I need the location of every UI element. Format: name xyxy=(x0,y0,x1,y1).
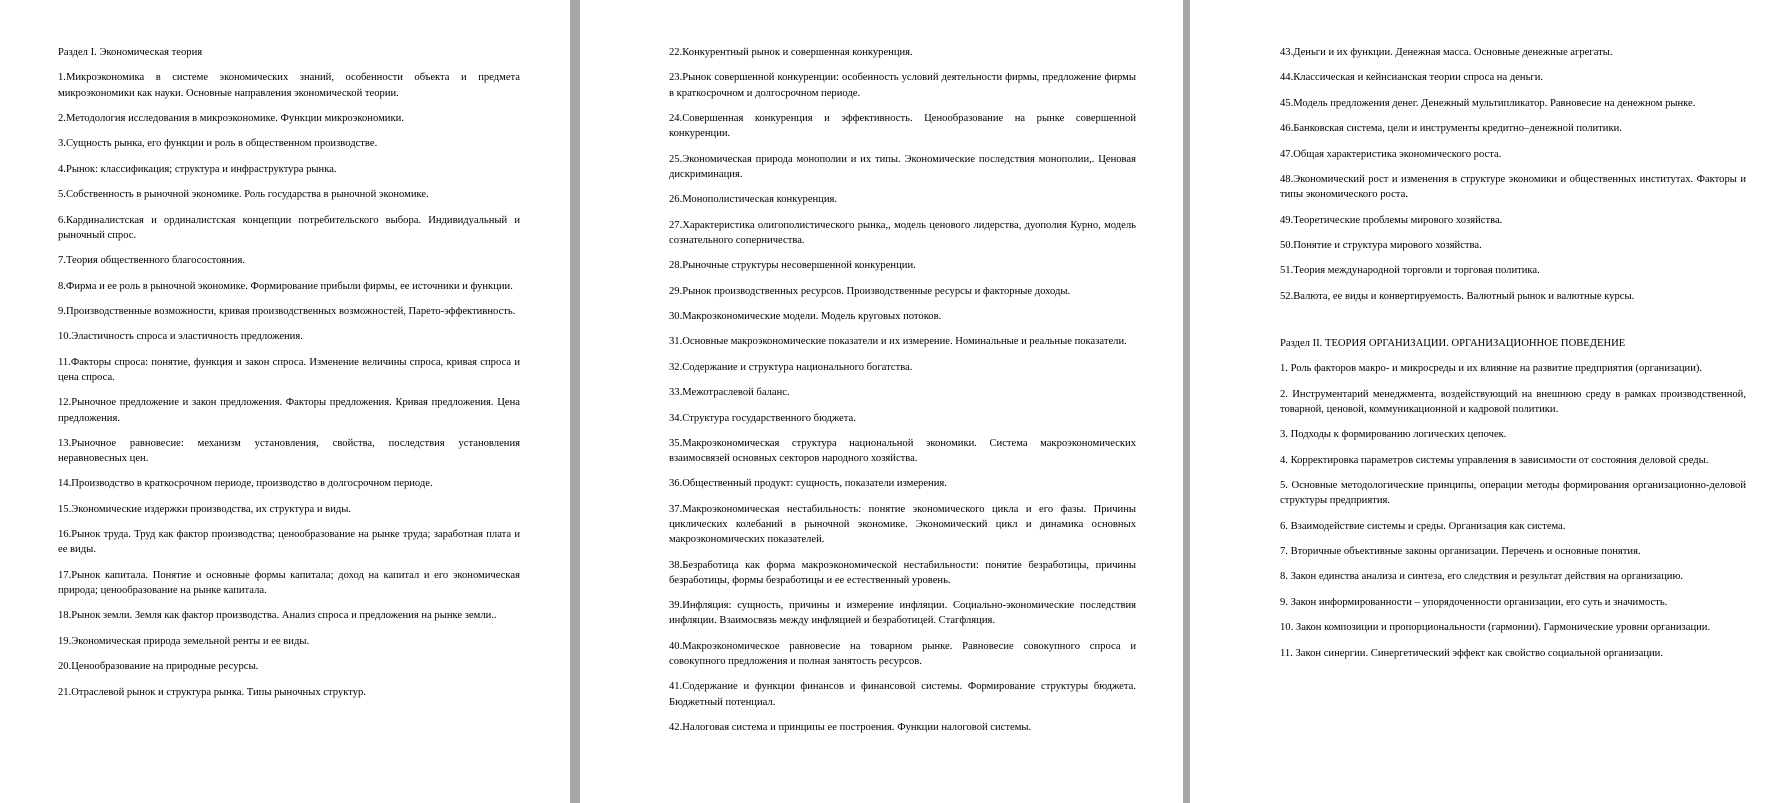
list-item: 46.Банковская система, цели и инструменты кредитно–денежной политики. xyxy=(1280,123,1622,135)
list-item: 35.Макроэкономическая структура национальной экономики. Система макроэкономических взаимосвязей основных секторов народного хозяйства. xyxy=(669,437,1136,465)
list-item: 42.Налоговая система и принципы ее построения. Функции налоговой системы. xyxy=(669,722,1032,734)
section-heading-1: Раздел I. Экономическая теория xyxy=(58,47,203,58)
list-item: 41.Содержание и функции финансов и финансовой системы. Формирование структуры бюджета. Бюджетный потенциал. xyxy=(669,681,1136,708)
list-item: 4. Корректировка параметров системы управления в зависимости от состояния деловой среды. xyxy=(1280,454,1709,466)
list-item: 3.Сущность рынка, его функции и роль в общественном производстве. xyxy=(58,138,378,150)
list-item: 5. Основные методологические принципы, операции методы формирования организационно-деловой структуры предприятия. xyxy=(1280,480,1746,507)
list-item: 19.Экономическая природа земельной ренты и ее виды. xyxy=(58,635,310,647)
list-item: 11. Закон синергии. Синергетический эффект как свойство социальной организации. xyxy=(1280,647,1663,659)
list-item: 39.Инфляция: сущность, причины и измерение инфляции. Социально-экономические последствия инфляции. Взаимосвязь между инфляцией и безработицей. Стагфляция. xyxy=(669,600,1136,627)
list-item: 29.Рынок производственных ресурсов. Производственные ресурсы и факторные доходы. xyxy=(669,285,1071,297)
list-item: 3. Подходы к формированию логических цепочек. xyxy=(1280,429,1507,441)
list-item: 8.Фирма и ее роль в рыночной экономике. Формирование прибыли фирмы, ее источники и функции. xyxy=(58,280,513,292)
list-item: 48.Экономический рост и изменения в структуре экономики и общественных институтах. Факторы и типы экономического роста. xyxy=(1280,173,1746,201)
list-item: 13.Рыночное равновесие: механизм установления, свойства, последствия установления неравновесных цен. xyxy=(58,437,520,465)
list-item: 34.Структура государственного бюджета. xyxy=(669,412,856,424)
section-heading-2: Раздел II. ТЕОРИЯ ОРГАНИЗАЦИИ. ОРГАНИЗАЦИОННОЕ ПОВЕДЕНИЕ xyxy=(1280,337,1626,349)
list-item: 20.Ценообразование на природные ресурсы. xyxy=(58,661,259,673)
list-item: 7. Вторичные объективные законы организации. Перечень и основные понятия. xyxy=(1280,546,1641,558)
list-item: 10. Закон композиции и пропорциональности (гармонии). Гармонические уровни организации. xyxy=(1280,622,1711,634)
list-item: 1.Микроэкономика в системе экономических знаний, особенности объекта и предмета микроэкономики как науки. Основные направления экономической теории. xyxy=(58,72,520,99)
list-item: 38.Безработица как форма макроэкономической нестабильности: понятие безработицы, причины безработицы, формы безработицы и ее естественный уровень. xyxy=(669,559,1136,586)
list-item: 33.Межотраслевой баланс. xyxy=(669,387,790,399)
list-item: 8. Закон единства анализа и синтеза, его следствия и результат действия на организацию. xyxy=(1280,571,1684,583)
list-item: 27.Характеристика олигополистического рынка,, модель ценового лидерства, дуополия Курно, модель сознательного соперничества. xyxy=(669,219,1136,246)
list-item: 24.Совершенная конкуренция и эффективность. Ценообразование на рынке совершенной конкуренции. xyxy=(669,112,1136,140)
list-item: 50.Понятие и структура мирового хозяйства. xyxy=(1280,239,1482,251)
list-item: 15.Экономические издержки производства, их структура и виды. xyxy=(58,503,352,515)
list-item: 18.Рынок земли. Земля как фактор производства. Анализ спроса и предложения на рынке земли.. xyxy=(58,610,497,622)
list-item: 21.Отраслевой рынок и структура рынка. Типы рыночных структур. xyxy=(58,686,366,698)
list-item: 37.Макроэкономическая нестабильность: понятие экономического цикла и его фазы. Причины циклических колебаний в рыночной экономике. Экономический цикл и динамика основных макроэкономических показателей. xyxy=(669,503,1136,546)
list-item: 28.Рыночные структуры несовершенной конкуренции. xyxy=(669,260,916,272)
document-page-3[interactable] xyxy=(1190,0,1779,803)
list-item: 26.Монополистическая конкуренция. xyxy=(669,194,838,206)
list-item: 23.Рынок совершенной конкуренции: особенность условий деятельности фирмы, предложение фирмы в краткосрочном и долгосрочном периоде. xyxy=(669,72,1136,99)
document-page-2[interactable] xyxy=(580,0,1183,803)
list-item: 30.Макроэкономические модели. Модель круговых потоков. xyxy=(669,310,942,322)
list-item: 10.Эластичность спроса и эластичность предложения. xyxy=(58,331,303,343)
list-item: 36.Общественный продукт: сущность, показатели измерения. xyxy=(669,478,947,490)
list-item: 49.Теоретические проблемы мирового хозяйства. xyxy=(1280,214,1503,226)
list-item: 31.Основные макроэкономические показатели и их измерение. Номинальные и реальные показатели. xyxy=(669,336,1127,348)
document-page-1[interactable] xyxy=(0,0,570,803)
list-item: 1. Роль факторов макро- и микросреды и их влияние на развитие предприятия (организации). xyxy=(1280,363,1703,375)
list-item: 47.Общая характеристика экономического роста. xyxy=(1280,148,1502,160)
list-item: 25.Экономическая природа монополии и их типы. Экономические последствия монополии,. Ценовая дискриминация. xyxy=(669,153,1136,180)
list-item: 43.Деньги и их функции. Денежная масса. Основные денежные агрегаты. xyxy=(1280,47,1613,58)
list-item: 4.Рынок: классификация; структура и инфраструктура рынка. xyxy=(58,163,337,175)
list-item: 45.Модель предложения денег. Денежный мультипликатор. Равновесие на денежном рынке. xyxy=(1280,97,1696,109)
list-item: 40.Макроэкономическое равновесие на товарном рынке. Равновесие совокупного спроса и совокупного предложения и полная занятость ресурсов. xyxy=(669,640,1136,668)
list-item: 9. Закон информированности – упорядоченности организации, его суть и значимость. xyxy=(1280,596,1668,608)
list-item: 16.Рынок труда. Труд как фактор производства; ценообразование на рынке труда; заработная плата и ее виды. xyxy=(58,529,520,556)
list-item: 22.Конкурентный рынок и совершенная конкуренция. xyxy=(669,47,913,58)
list-item: 2. Инструментарий менеджмента, воздействующий на внешнюю среду в рамках производственной, товарной, ценовой, коммуникационной и кадровой политики. xyxy=(1280,388,1746,415)
list-item: 2.Методология исследования в микроэкономике. Функции микроэкономики. xyxy=(58,112,404,124)
list-item: 6.Кардиналистская и ординалистская концепции потребительского выбора. Индивидуальный и рыночный спрос. xyxy=(58,214,520,241)
list-item: 9.Производственные возможности, кривая производственных возможностей, Парето-эффективность. xyxy=(58,305,516,317)
list-item: 52.Валюта, ее виды и конвертируемость. Валютный рынок и валютные курсы. xyxy=(1280,290,1635,302)
list-item: 12.Рыночное предложение и закон предложения. Факторы предложения. Кривая предложения. Цена предложения. xyxy=(58,397,520,424)
list-item: 32.Содержание и структура национального богатства. xyxy=(669,361,913,373)
list-item: 11.Факторы спроса: понятие, функция и закон спроса. Изменение величины спроса, кривая спроса и цена спроса. xyxy=(58,356,520,383)
list-item: 51.Теория международной торговли и торговая политика. xyxy=(1280,265,1540,277)
list-item: 17.Рынок капитала. Понятие и основные формы капитала; доход на капитал и его экономическая природа; ценообразование на рынке капитала. xyxy=(58,569,520,597)
list-item: 6. Взаимодействие системы и среды. Организация как система. xyxy=(1280,520,1566,532)
list-item: 44.Классическая и кейнсианская теории спроса на деньги. xyxy=(1280,72,1544,84)
list-item: 7.Теория общественного благосостояния. xyxy=(58,255,245,267)
list-item: 5.Собственность в рыночной экономике. Роль государства в рыночной экономике. xyxy=(58,189,429,201)
list-item: 14.Производство в краткосрочном периоде, производство в долгосрочном периоде. xyxy=(58,478,433,490)
